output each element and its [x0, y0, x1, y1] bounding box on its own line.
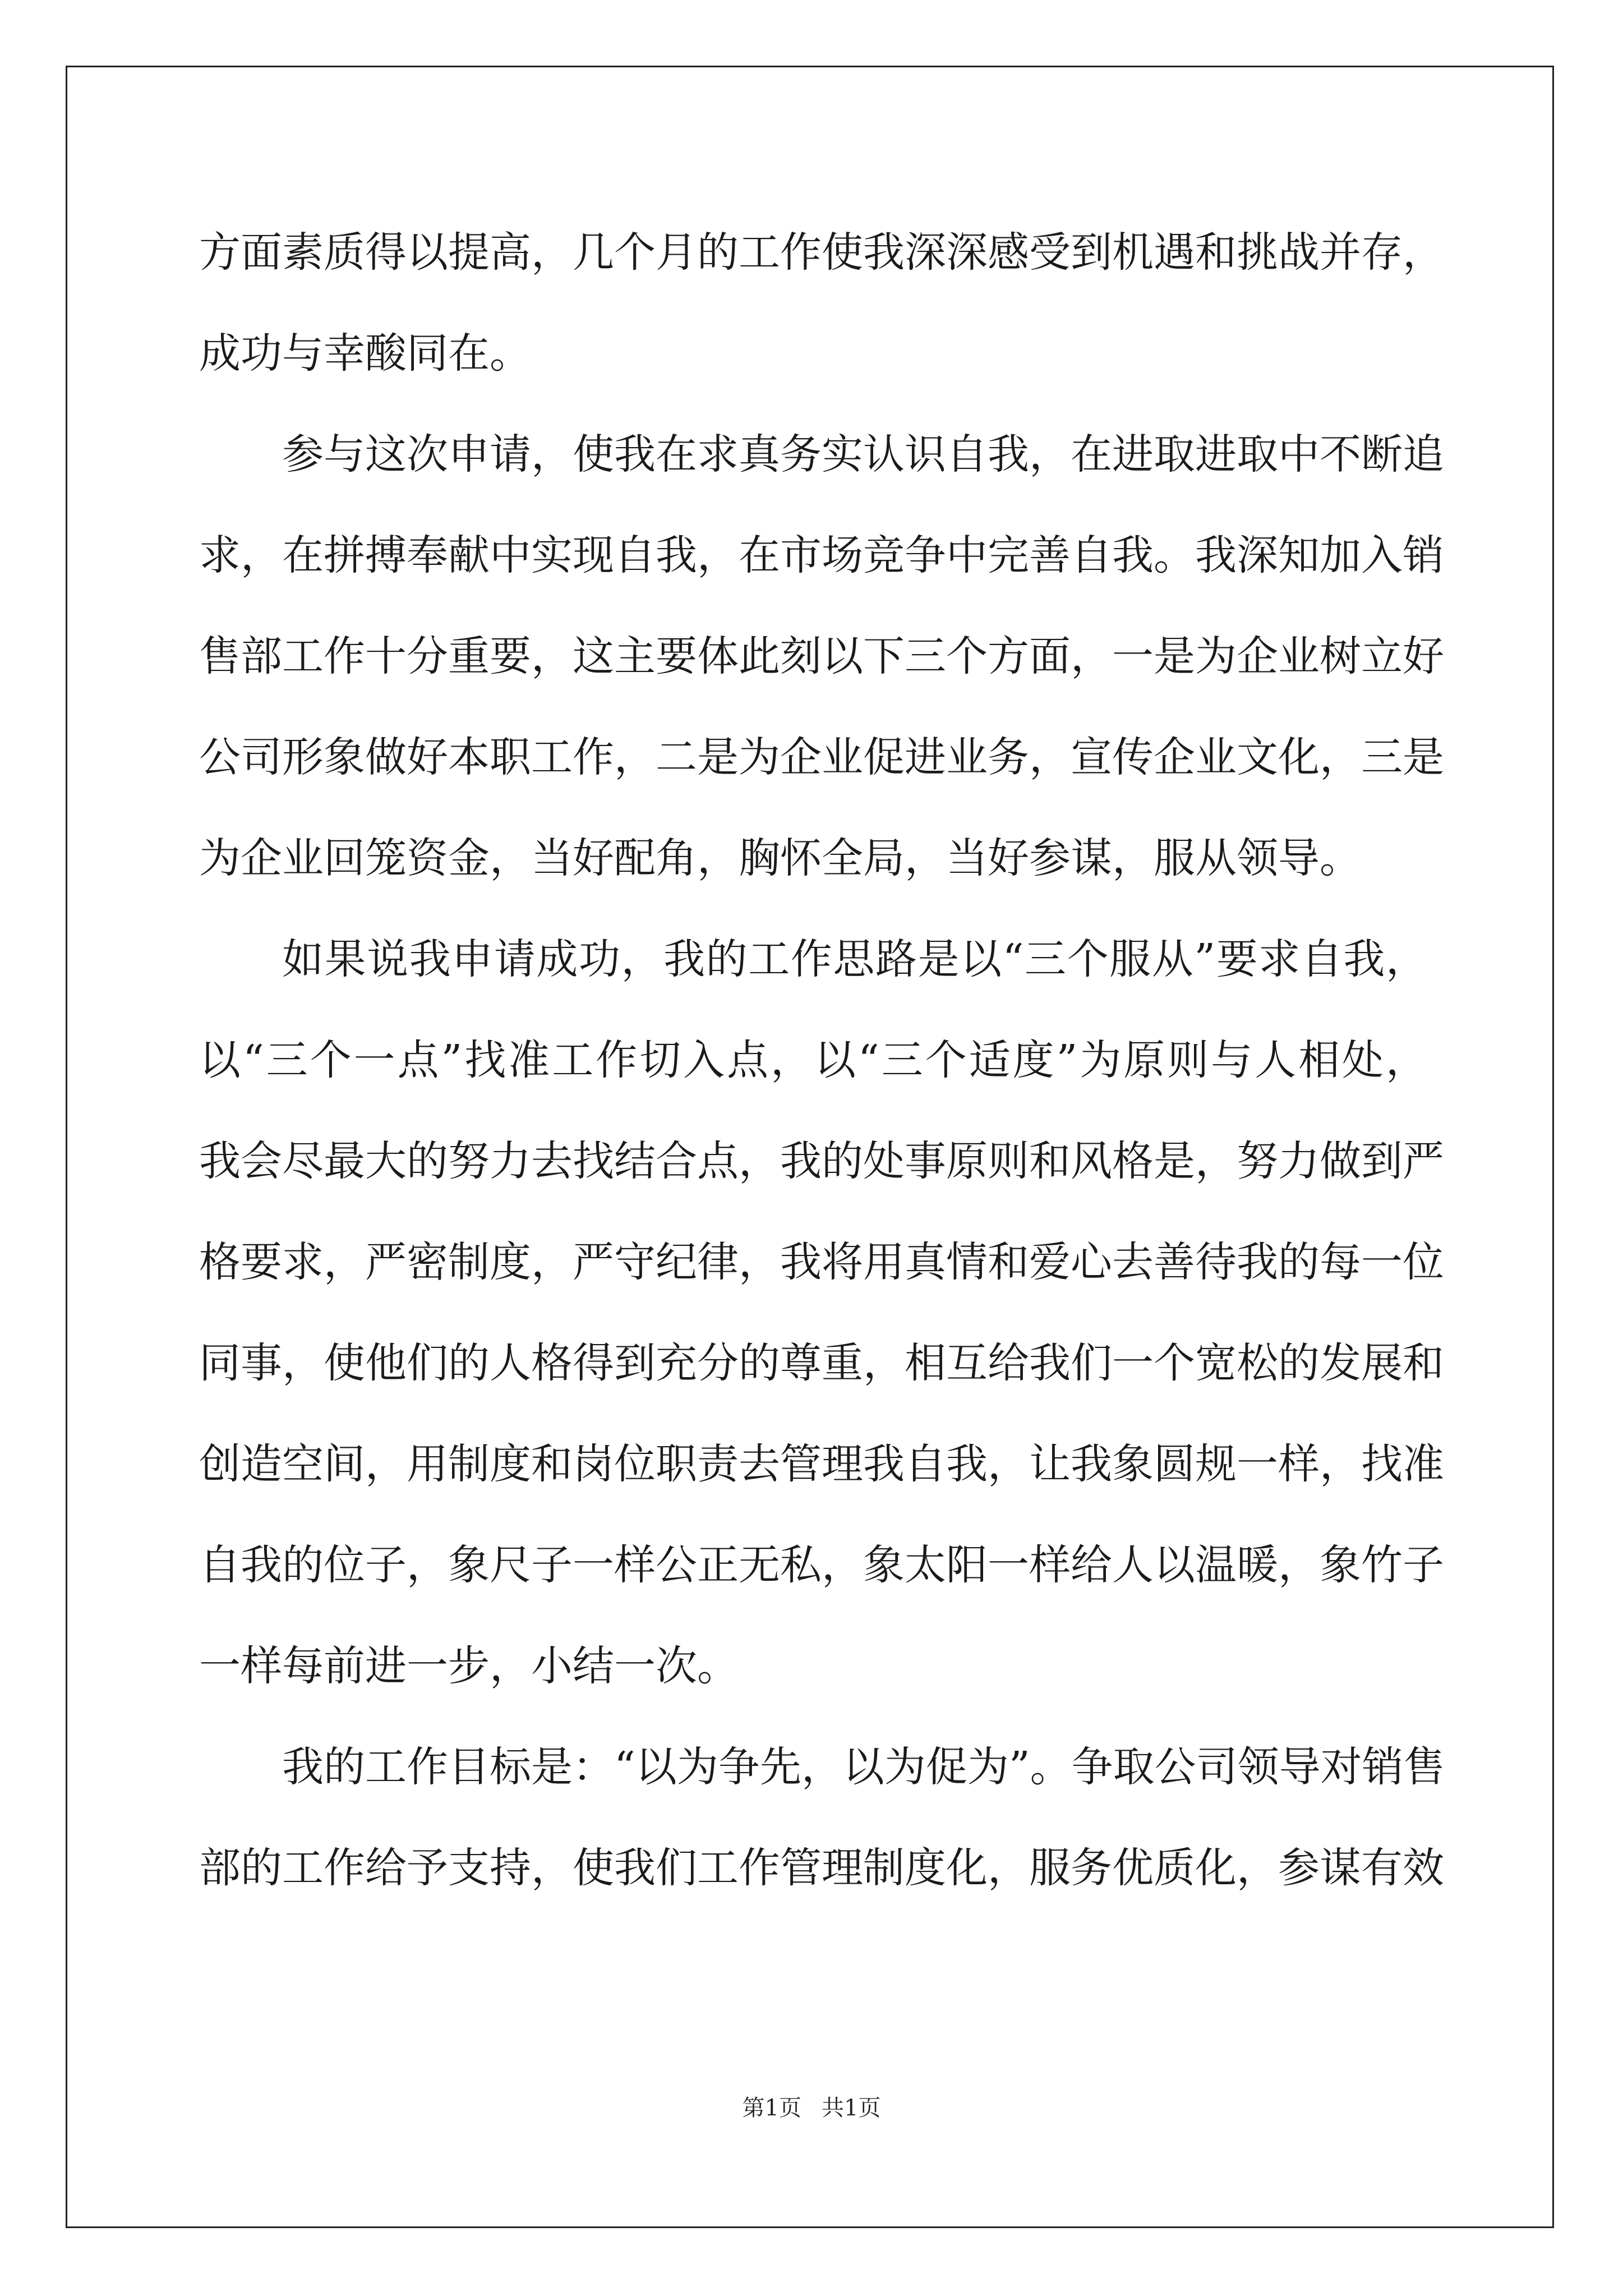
text-line: 成功与幸酸同在。 [199, 329, 531, 378]
text-line: 以“三个一点”找准工作切入点，以“三个适度”为原则与人相处， [199, 1036, 1427, 1084]
text-line: 同事，使他们的人格得到充分的尊重，相互给我们一个宽松的发展和 [199, 1339, 1444, 1387]
text-line: 为企业回笼资金，当好配角，胸怀全局，当好参谋，服从领导。 [199, 834, 1361, 882]
document-body [199, 202, 1445, 1918]
page-footer [0, 2092, 1623, 2124]
text-line: 求，在拼搏奉献中实现自我，在市场竞争中完善自我。我深知加入销 [199, 531, 1444, 579]
text-line: 我的工作目标是：“以为争先，以为促为”。争取公司领导对销售 [282, 1743, 1445, 1791]
text-line: 我会尽最大的努力去找结合点，我的处事原则和风格是，努力做到严 [199, 1137, 1444, 1185]
text-line: 一样每前进一步，小结一次。 [199, 1642, 739, 1690]
text-line: 如果说我申请成功，我的工作思路是以“三个服从”要求自我， [282, 935, 1427, 983]
page-total: 共1页 [822, 2095, 881, 2121]
text-line: 售部工作十分重要，这主要体此刻以下三个方面，一是为企业树立好 [199, 632, 1444, 680]
text-line: 参与这次申请，使我在求真务实认识自我，在进取进取中不断追 [282, 430, 1444, 478]
page-number: 第1页 [742, 2095, 801, 2121]
text-line: 方面素质得以提高，几个月的工作使我深深感受到机遇和挑战并存， [199, 228, 1444, 277]
text-line: 格要求，严密制度，严守纪律，我将用真情和爱心去善待我的每一位 [199, 1238, 1444, 1286]
text-line: 公司形象做好本职工作，二是为企业促进业务，宣传企业文化，三是 [199, 733, 1444, 781]
text-line: 创造空间，用制度和岗位职责去管理我自我，让我象圆规一样，找准 [199, 1440, 1444, 1488]
text-line: 部的工作给予支持，使我们工作管理制度化，服务优质化，参谋有效 [199, 1844, 1444, 1892]
text-line: 自我的位子，象尺子一样公正无私，象太阳一样给人以温暖，象竹子 [199, 1541, 1444, 1589]
